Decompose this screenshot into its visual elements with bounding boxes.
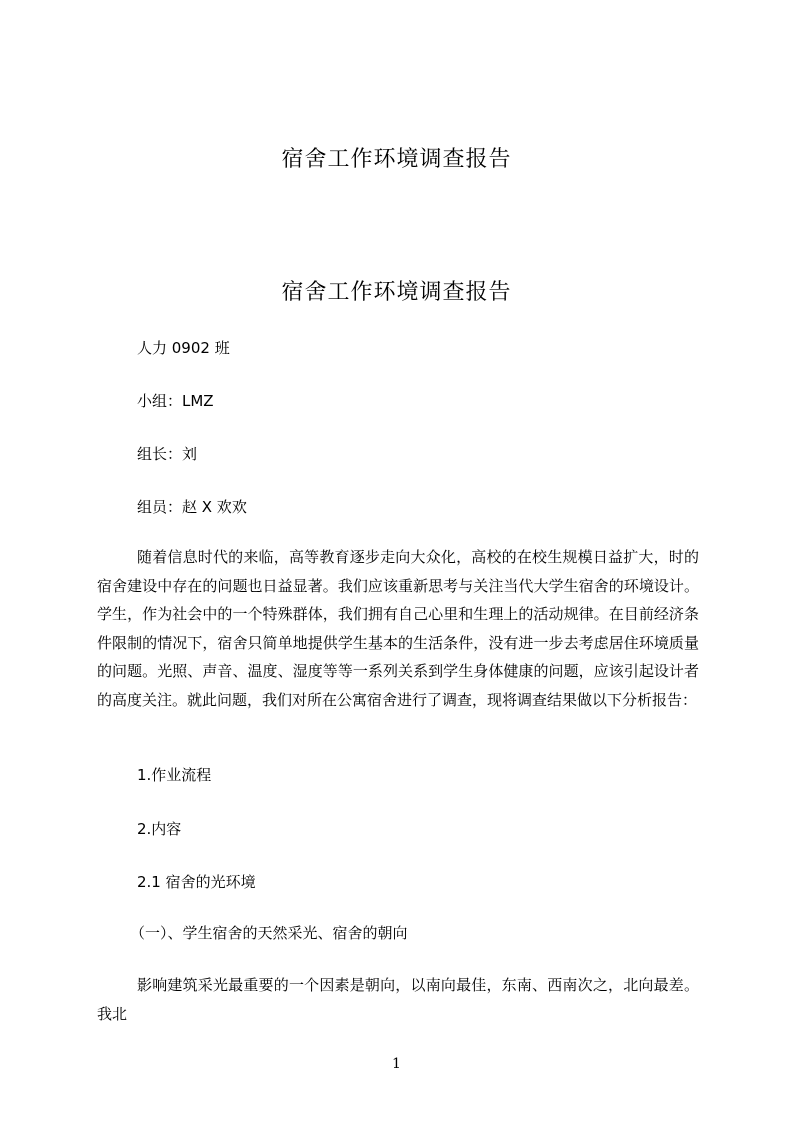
section-heading-workflow: 1.作业流程	[137, 766, 212, 784]
intro-paragraph: 随着信息时代的来临，高等教育逐步走向大众化，高校的在校生规模日益扩大，时的宿舍建设中存在的问题也日益显著。我们应该重新思考与关注当代大学生宿舍的环境设计。学生，作为社会中的一个特殊群体，我们拥有自己心里和生理上的活动规律。在目前经济条件限制的情况下，宿舍只简单地提供学生基本的生活条件，没有进一步去考虑居住环境质量的问题。光照、声音、温度、湿度等等一系列关系到学生身体健康的问题，应该引起设计者的高度关注。就此问题，我们对所在公寓宿舍进行了调查，现将调查结果做以下分析报告：	[97, 548, 699, 709]
leader-line: 组长：刘	[137, 445, 198, 463]
class-line: 人力 0902 班	[137, 339, 230, 357]
section-heading-light-environment: 2.1 宿舍的光环境	[137, 873, 256, 891]
group-line: 小组：LMZ	[137, 392, 214, 410]
subsection-heading-daylighting: （一）、学生宿舍的天然采光、宿舍的朝向	[130, 924, 408, 942]
header-title: 宿舍工作环境调查报告	[281, 147, 512, 172]
main-title: 宿舍工作环境调查报告	[281, 280, 512, 305]
members-line: 组员：赵 X 欢欢	[137, 498, 247, 516]
page-number: 1	[392, 1056, 401, 1072]
section-heading-content: 2.内容	[137, 820, 182, 838]
body-paragraph: 影响建筑采光最重要的一个因素是朝向，以南向最佳，东南、西南次之，北向最差。我北	[97, 976, 699, 1023]
